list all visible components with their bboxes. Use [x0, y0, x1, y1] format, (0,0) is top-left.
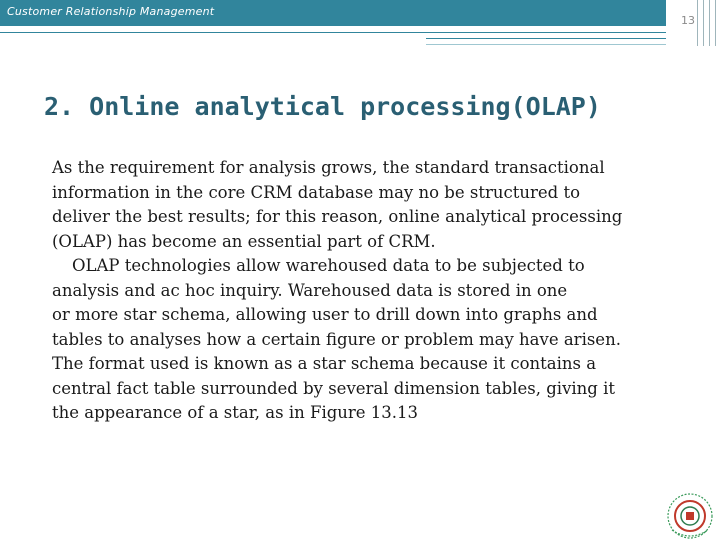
university-seal-icon — [660, 486, 716, 540]
paragraph-line: (OLAP) has become an essential part of CRM. — [52, 231, 436, 251]
paragraph-line: the appearance of a star, as in Figure 13.13 — [52, 403, 419, 422]
paragraph-line: central fact table surrounded by several dimension tables, giving it — [52, 378, 616, 398]
decorative-vertical-line — [715, 0, 716, 46]
decorative-vertical-line — [697, 0, 698, 46]
paragraph-line: OLAP technologies allow warehoused data to be subjected to — [72, 256, 585, 275]
paragraph-line: As the requirement for analysis grows, the standard transactional — [52, 158, 605, 177]
paragraph-line: tables to analyses how a certain figure or problem may have arisen. — [52, 329, 621, 349]
body-paragraph — [52, 156, 662, 426]
paragraph-line: or more star schema, allowing user to drill down into graphs and — [52, 305, 598, 324]
paragraph-line: information in the core CRM database may no be structured to — [52, 182, 581, 202]
page-number: 13 — [681, 14, 695, 27]
paragraph-line: deliver the best results; for this reason, online analytical processing — [52, 207, 623, 226]
header-bar — [0, 0, 666, 26]
decorative-vertical-line — [703, 0, 704, 46]
paragraph-line: analysis and ac hoc inquiry. Warehoused data is stored in one — [52, 280, 568, 300]
paragraph-line: The format used is known as a star schema because it contains a — [52, 354, 597, 373]
header-divider-line-light — [426, 44, 666, 45]
decorative-vertical-line — [709, 0, 710, 46]
header-divider-line-short — [426, 38, 666, 39]
slide-title: 2. Online analytical processing(OLAP) — [44, 92, 601, 121]
header-divider-line — [0, 32, 666, 33]
header-title: Customer Relationship Management — [7, 5, 215, 18]
